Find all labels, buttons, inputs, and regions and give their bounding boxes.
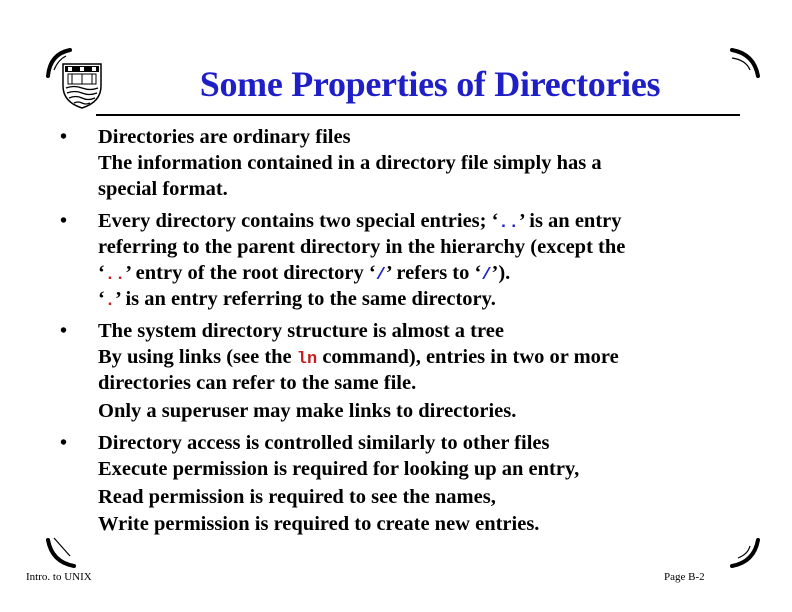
bullet-4-line-3: Read permission is required to see the names,	[98, 486, 496, 508]
bullet-1-line-2: The information contained in a directory file simply has a	[98, 152, 602, 174]
bullet-2-line-1: Every directory contains two special entries; ‘..’ is an entry	[98, 210, 622, 233]
bullet-symbol: •	[60, 432, 68, 454]
slide-title: Some Properties of Directories	[199, 64, 661, 104]
code-ln-command: ln	[296, 350, 318, 369]
bullet-symbol: •	[60, 210, 68, 232]
bullet-3-line-2: By using links (see the ln command), entries in two or more	[98, 346, 619, 369]
bullet-1-line-1: Directories are ordinary files	[98, 126, 351, 148]
bullet-symbol: •	[60, 320, 68, 342]
code-root-entry: /	[375, 266, 386, 285]
code-parent-entry: ..	[104, 266, 126, 285]
bullet-4-line-1: Directory access is controlled similarly to other files	[98, 432, 550, 454]
corner-bracket-bottom-right-icon	[724, 532, 764, 572]
footer-course-title: Intro. to UNIX	[26, 571, 92, 583]
code-current-entry: .	[104, 292, 116, 311]
bullet-3-line-4: Only a superuser may make links to directories.	[98, 400, 517, 422]
title-divider	[96, 114, 740, 116]
bullet-2-line-4: ‘.’ is an entry referring to the same directory.	[98, 288, 496, 311]
bullet-3-line-1: The system directory structure is almost a tree	[98, 320, 504, 342]
code-root-entry: /	[481, 266, 492, 285]
bullet-2-line-2: referring to the parent directory in the hierarchy (except the	[98, 236, 626, 258]
corner-bracket-bottom-left-icon	[44, 532, 84, 572]
bullet-4-line-2: Execute permission is required for looking up an entry,	[98, 458, 580, 480]
bullet-2-line-3: ‘..’ entry of the root directory ‘/’ refers to ‘/’).	[98, 262, 511, 285]
bullet-4-line-4: Write permission is required to create new entries.	[98, 513, 540, 535]
bullet-3-line-3: directories can refer to the same file.	[98, 372, 417, 394]
footer-page-number: Page B-2	[664, 571, 705, 583]
code-parent-entry: ..	[498, 214, 519, 233]
bullet-1-line-3: special format.	[98, 178, 228, 200]
bullet-symbol: •	[60, 126, 68, 148]
university-crest-icon	[60, 60, 104, 110]
